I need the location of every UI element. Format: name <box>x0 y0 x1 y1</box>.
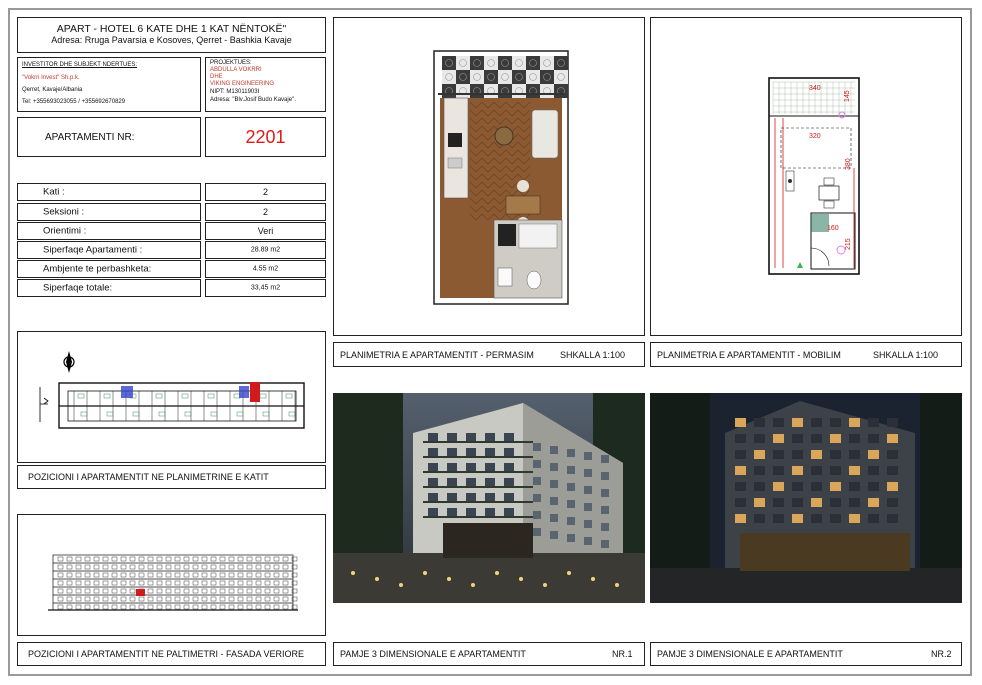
stair-core-marker <box>121 386 133 398</box>
facade-drawing <box>18 515 325 635</box>
dining-table <box>506 196 540 214</box>
designer-line1: ABDULLA VOKRRI <box>210 67 262 73</box>
bath-cabinet <box>498 224 516 246</box>
detail-label: Seksioni : <box>43 206 85 218</box>
facade-apartment-marker <box>136 589 145 596</box>
plan-furniture-caption: PLANIMETRIA E APARTAMENTIT - MOBILIM <box>657 349 841 360</box>
facade-caption: POZICIONI I APARTAMENTIT NE PALTIMETRI - FASADA VERIORE <box>28 649 305 659</box>
furniture-chair-2 <box>824 201 834 208</box>
view2-nr: NR.2 <box>931 649 952 659</box>
apartment-number-box <box>205 117 326 157</box>
detail-label: Kati : <box>43 186 65 198</box>
investor-location: Qerret, Kavaje/Albania <box>22 87 83 93</box>
detail-value: 4.55 m2 <box>252 265 279 273</box>
view1-panel <box>333 373 645 605</box>
dim-380: 380 <box>845 158 852 170</box>
floor-position-caption: POZICIONI I APARTAMENTIT NE PLANIMETRINE E KATIT <box>28 472 269 482</box>
side-table <box>495 127 513 145</box>
detail-value-box <box>205 241 326 259</box>
balcony-tiles <box>442 56 568 98</box>
detail-value-box <box>205 222 326 240</box>
furniture-chair-1 <box>824 178 834 185</box>
detail-label-box <box>17 203 201 221</box>
plan-furniture-caption-box <box>650 342 962 367</box>
view1-nr: NR.1 <box>612 649 633 659</box>
project-address: Adresa: Rruga Pavarsia e Kosoves, Qerret - Bashkia Kavaje <box>51 35 292 45</box>
facade-caption-box <box>17 642 326 666</box>
sink <box>448 158 462 168</box>
plan-finish-scale: SHKALLA 1:100 <box>560 349 626 360</box>
render-view-2 <box>650 373 962 605</box>
apartment-label: APARTAMENTI NR: <box>45 132 135 143</box>
stove-icon <box>788 179 792 183</box>
detail-value-box <box>205 183 326 201</box>
shower <box>519 224 557 248</box>
fixture-marker-2 <box>839 112 845 118</box>
detail-label-box <box>17 260 201 278</box>
detail-value-box <box>205 260 326 278</box>
detail-label-box <box>17 241 201 259</box>
detail-value-box <box>205 279 326 297</box>
detail-label: Siperfaqe totale: <box>43 282 113 294</box>
north-arrow-icon <box>64 351 74 373</box>
detail-value-box <box>205 203 326 221</box>
view1-caption-box <box>333 642 645 666</box>
designer-address: Adresa: "Blv.Josif Budo Kavaje". <box>210 97 296 103</box>
sofa <box>532 110 558 158</box>
detail-value: 2 <box>262 207 268 217</box>
view2-caption: PAMJE 3 DIMENSIONALE E APARTAMENTIT <box>657 649 843 659</box>
designer-nipt: NIPT: M13011903I <box>210 89 260 95</box>
detail-label-box <box>17 222 201 240</box>
plan-furniture-panel <box>650 17 962 336</box>
view1-caption: PAMJE 3 DIMENSIONALE E APARTAMENTIT <box>340 649 526 659</box>
floor-plan-strip <box>59 383 304 428</box>
project-title: APART - HOTEL 6 KATE DHE 1 KAT NËNTOKË" <box>56 23 287 35</box>
designer-line2: DHE <box>210 74 223 80</box>
dim-320: 320 <box>809 133 821 140</box>
dim-145: 145 <box>844 90 851 102</box>
apartment-number: 2201 <box>245 127 286 147</box>
dim-340: 340 <box>809 85 821 92</box>
investor-block <box>17 57 201 112</box>
plan-finish-drawing <box>334 18 644 335</box>
detail-value: 28.89 m2 <box>250 246 281 254</box>
view2-caption-box <box>650 642 962 666</box>
fixture-marker <box>837 246 845 254</box>
detail-label: Orientimi : <box>43 225 87 237</box>
stair-symbol-icon <box>40 387 48 422</box>
dim-160: 160 <box>827 225 839 232</box>
apartment-highlight-marker <box>250 382 260 402</box>
detail-label: Ambjente te perbashketa: <box>43 263 152 275</box>
detail-label-box <box>17 279 201 297</box>
investor-phones: Tel: +355693023055 / +355692670829 <box>22 99 126 105</box>
cooktop <box>448 133 462 147</box>
investor-heading: INVESTITOR DHE SUBJEKT NDERTUES: <box>22 62 138 68</box>
chair-top <box>517 180 529 192</box>
floor-position-drawing <box>18 332 325 462</box>
designer-heading: PROJEKTUES: <box>210 60 252 66</box>
view2-panel <box>650 373 962 605</box>
detail-value: 33,45 m2 <box>250 284 281 292</box>
plan-finish-panel <box>333 17 645 336</box>
detail-label-box <box>17 183 201 201</box>
plan-finish-caption: PLANIMETRIA E APARTAMENTIT - PERMASIM <box>340 349 534 360</box>
investor-company: "Vokrri Invest" Sh.p.k. <box>22 75 80 81</box>
floor-position-caption-box <box>17 465 326 489</box>
washbasin <box>498 268 512 286</box>
plan-furniture-scale: SHKALLA 1:100 <box>873 349 939 360</box>
detail-value: 2 <box>262 187 268 197</box>
stair-core-marker-2 <box>239 386 249 398</box>
detail-value: Veri <box>257 226 274 236</box>
detail-label: Siperfaqe Apartamenti : <box>43 244 143 256</box>
furniture-table <box>819 186 839 200</box>
dim-215: 215 <box>845 238 852 250</box>
toilet <box>527 271 541 289</box>
facade-panel <box>17 514 326 636</box>
apartment-label-box <box>17 117 201 157</box>
entrance-arrow-icon <box>797 262 803 268</box>
floor-position-panel <box>17 331 326 463</box>
render-view-1 <box>333 373 645 605</box>
plan-finish-caption-box <box>333 342 645 367</box>
designer-line3: VIKING ENGINEERING <box>210 81 275 87</box>
plan-furniture-drawing <box>651 18 961 335</box>
designer-block <box>205 57 326 112</box>
title-block <box>17 17 326 53</box>
kitchen-counter <box>444 98 468 198</box>
